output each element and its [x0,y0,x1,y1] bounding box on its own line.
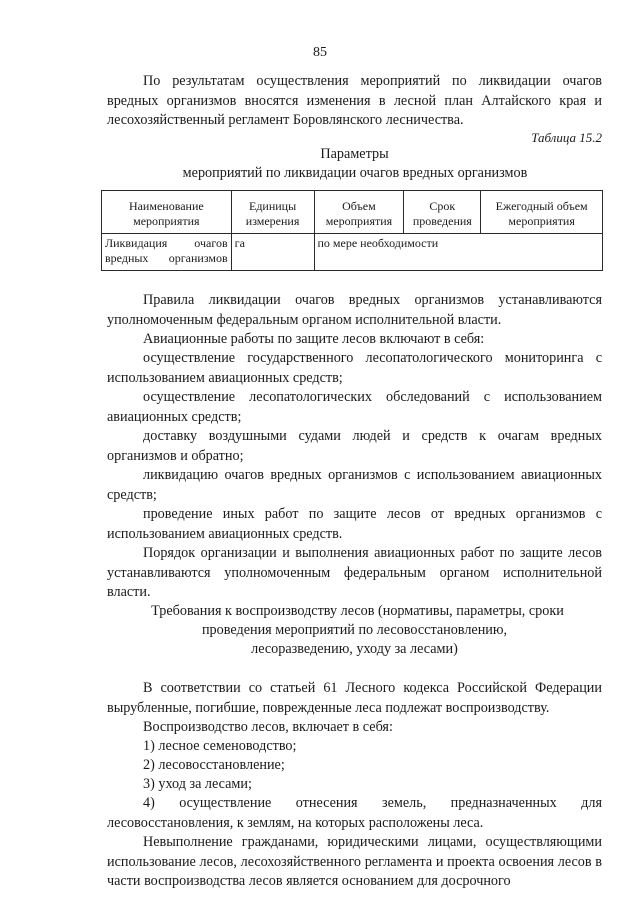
cell-volume: по мере необходимости [314,234,603,271]
header-volume: Объем мероприятия [314,191,404,234]
section-heading-line3: лесоразведению, уходу за лесами) [251,641,458,657]
paragraph: осуществление государственного лесопатологического мониторинга с использованием авиационных средств; [107,350,602,386]
paragraph: Правила ликвидации очагов вредных организмов устанавливаются уполномоченным федеральным органом исполнительной власти. [107,292,602,328]
table-row [102,234,603,271]
paragraph: В соответствии со статьей 61 Лесного кодекса Российской Федерации вырубленные, погибшие, поврежденные леса подлежат воспроизводству. [107,680,602,716]
header-unit: Единицы измерения [231,191,314,234]
page-number: 85 [313,45,327,60]
table-title-line2: мероприятий по ликвидации очагов вредных организмов [182,165,528,181]
paragraph: Авиационные работы по защите лесов включают в себя: [143,331,485,347]
list-item: 2) лесовосстановление; [143,757,285,773]
section-heading-line2: проведения мероприятий по лесовосстановлению, [201,622,508,638]
cell-name: Ликвидация очагов вредных организмов [102,234,232,271]
paragraph: Порядок организации и выполнения авиационных работ по защите лесов устанавливаются уполномоченным федеральным органом исполнительной власти. [107,545,602,600]
paragraph: Невыполнение гражданами, юридическими лицами, осуществляющими использование лесов, лесохозяйственного регламента и проекта освоения лесов в части воспроизводства лесов является основанием для досрочного [107,834,602,889]
header-annual: Ежегодный объем мероприятия [481,191,603,234]
paragraph: доставку воздушными судами людей и средств к очагам вредных организмов и обратно; [107,428,602,464]
table-title-line1: Параметры [320,146,389,162]
paragraph: Воспроизводство лесов, включает в себя: [143,719,393,735]
paragraph: ликвидацию очагов вредных организмов с использованием авиационных средств; [107,467,602,503]
table-caption: Таблица 15.2 [531,130,602,145]
header-term: Срок проведения [404,191,481,234]
cell-unit: га [231,234,314,271]
header-name: Наименование мероприятия [102,191,232,234]
list-item: 4) осуществление отнесения земель, предназначенных для лесовосстановления, к землям, на которых расположены леса. [107,795,602,831]
paragraph: проведение иных работ по защите лесов от вредных организмов с использованием авиационных средств. [107,506,602,542]
paragraph: осуществление лесопатологических обследований с использованием авиационных средств; [107,389,602,425]
intro-paragraph: По результатам осуществления мероприятий по ликвидации очагов вредных организмов вносятся изменения в лесной план Алтайского края и лесохозяйственный регламент Боровлянского лесничества. [107,73,602,128]
list-item: 3) уход за лесами; [143,776,252,792]
list-item: 1) лесное семеноводство; [143,738,297,754]
parameters-table [101,190,603,271]
table-header-row [102,191,603,234]
section-heading-line1: Требования к воспроизводству лесов (нормативы, параметры, сроки [151,603,564,619]
